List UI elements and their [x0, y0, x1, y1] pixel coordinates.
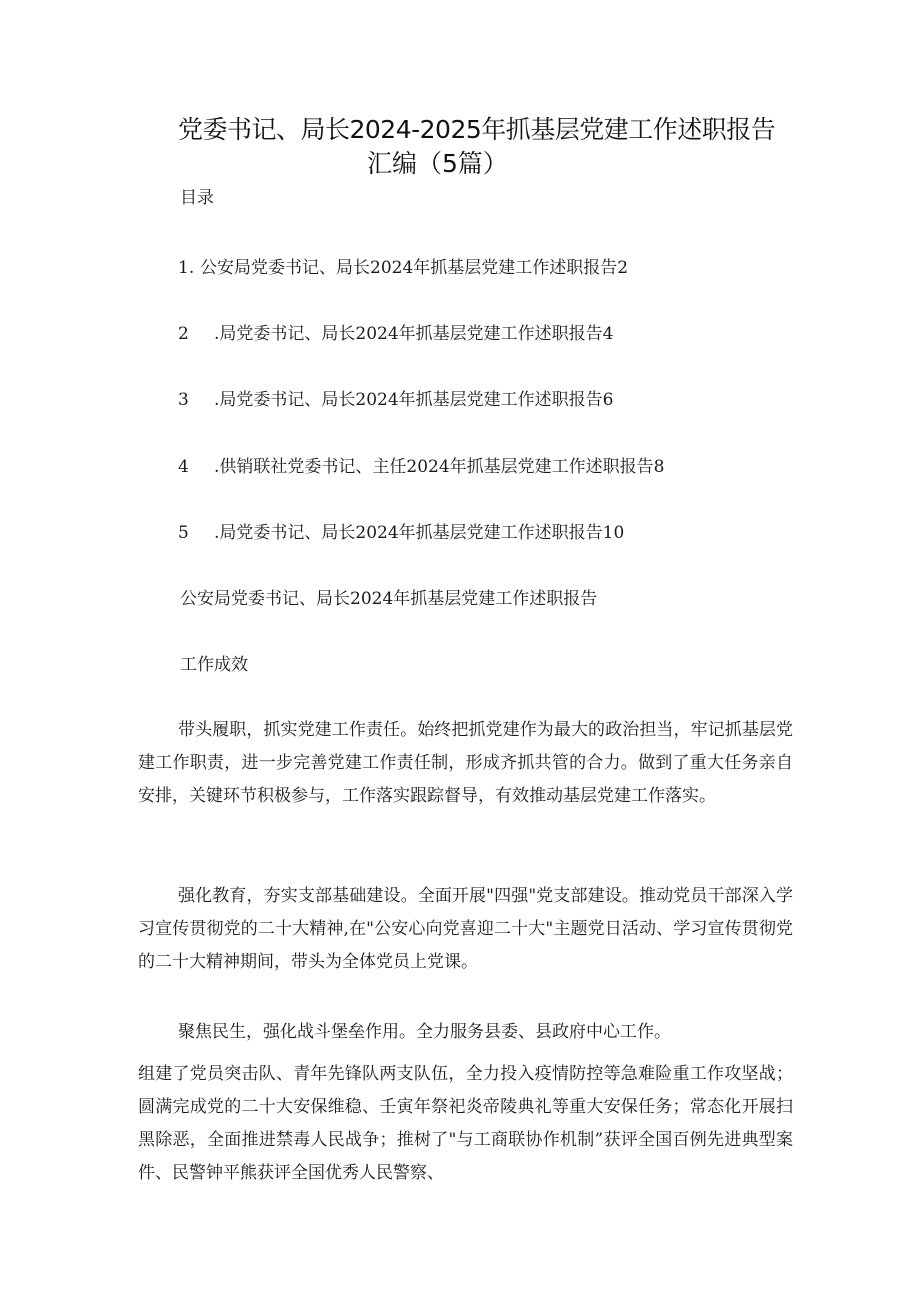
toc-item-5	[178, 521, 624, 545]
toc-item-text: .局党委书记、局长2024年抓基层党建工作述职报告10	[214, 523, 625, 543]
document-title-line1: 党委书记、局长2024-2025年抓基层党建工作述职报告	[178, 115, 776, 144]
toc-item-4	[178, 455, 664, 479]
toc-item-text: .局党委书记、局长2024年抓基层党建工作述职报告6	[214, 390, 614, 410]
toc-item-number: 3	[178, 390, 189, 410]
toc-item-number: 5	[178, 523, 189, 543]
toc-item-number: 4	[178, 457, 189, 477]
toc-item-text: .局党委书记、局长2024年抓基层党建工作述职报告4	[214, 324, 614, 344]
paragraph-1: 带头履职，抓实党建工作责任。始终把抓党建作为最大的政治担当，牢记抓基层党建工作职责，进一步完善党建工作责任制，形成齐抓共管的合力。做到了重大任务亲自安排，关键环节积极参与，工作落实跟踪督导，有效推动基层党建工作落实。	[138, 720, 793, 806]
document-title-line2: 汇编（5篇）	[367, 149, 508, 178]
subheading: 工作成效	[180, 655, 248, 675]
paragraph-4: 组建了党员突击队、青年先锋队两支队伍，全力投入疫情防控等急难险重工作攻坚战；圆满完成党的二十大安保维稳、壬寅年祭祀炎帝陵典礼等重大安保任务；常态化开展扫黑除恶，全面推进禁毒人民战争；推树了"与工商联协作机制”获评全国百例先进典型案件、民警钟平熊获评全国优秀人民警察、	[138, 1064, 793, 1183]
paragraph-3: 聚焦民生，强化战斗堡垒作用。全力服务县委、县政府中心工作。	[178, 1022, 671, 1042]
paragraph-2: 强化教育，夯实支部基础建设。全面开展"四强"党支部建设。推动党员干部深入学习宣传贯彻党的二十大精神,在"公安心向党喜迎二十大"主题党日活动、学习宣传贯彻党的二十大精神期间，带头为全体党员上党课。	[138, 886, 793, 972]
toc-item-3	[178, 388, 613, 412]
toc-item-number: 1.	[178, 258, 195, 278]
toc-item-2	[178, 322, 613, 346]
toc-item-text: 公安局党委书记、局长2024年抓基层党建工作述职报告2	[200, 258, 629, 278]
toc-item-1	[178, 256, 628, 280]
section-title: 公安局党委书记、局长2024年抓基层党建工作述职报告	[180, 589, 598, 609]
toc-item-text: .供销联社党委书记、主任2024年抓基层党建工作述职报告8	[214, 457, 665, 477]
toc-label: 目录	[180, 188, 214, 208]
toc-item-number: 2	[178, 324, 189, 344]
